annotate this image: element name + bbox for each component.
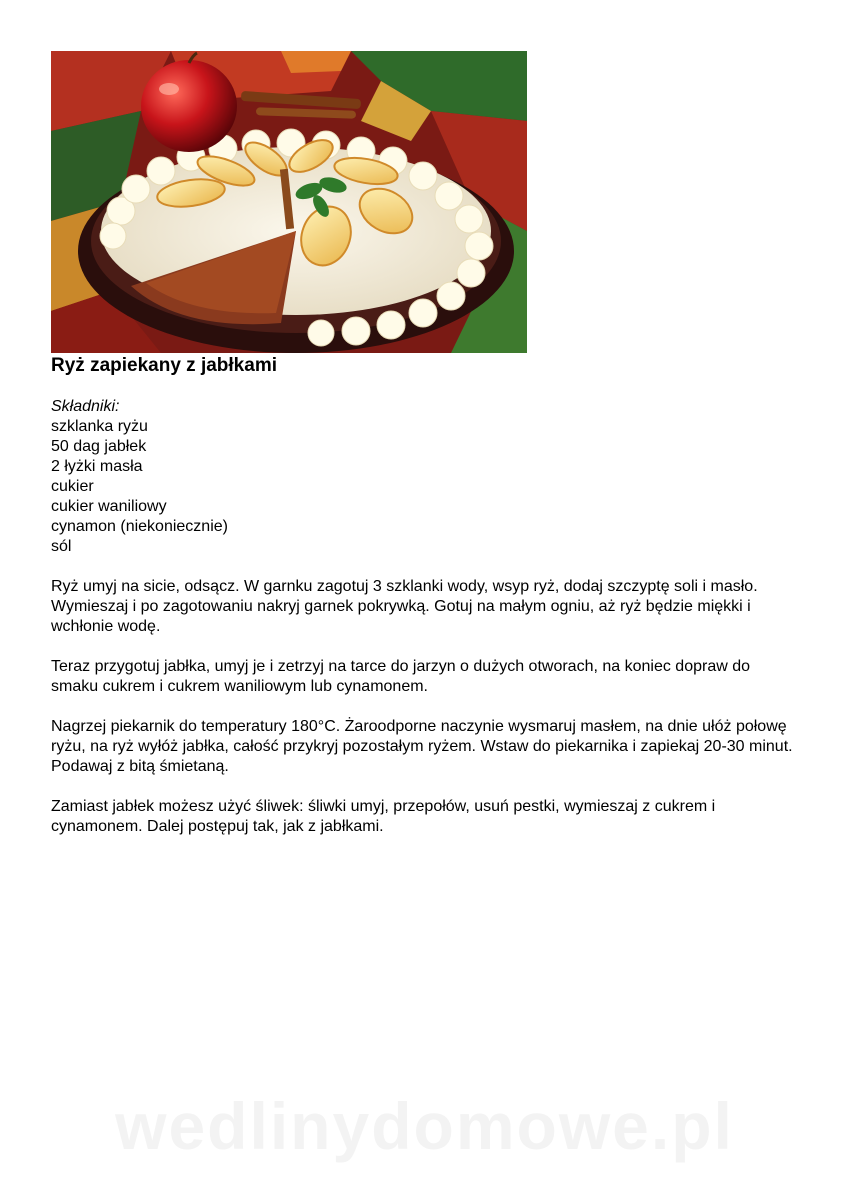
recipe-photo (51, 51, 527, 353)
recipe-body (51, 397, 801, 837)
site-watermark: wedlinydomowe.pl (115, 1089, 734, 1163)
instruction-paragraph: Zamiast jabłek możesz użyć śliwek: śliwki umyj, przepołów, usuń pestki, wymieszaj z cukrem i cynamonem. Dalej postępuj tak, jak z jabłkami. (51, 798, 716, 835)
recipe-title: Ryż zapiekany z jabłkami (51, 355, 277, 376)
ingredient-item: cukier (51, 478, 94, 495)
instruction-paragraph: Ryż umyj na sicie, odsącz. W garnku zagotuj 3 szklanki wody, wsyp ryż, dodaj szczyptę soli i masło. Wymieszaj i po zagotowaniu nakryj garnek pokrywką. Gotuj na małym ogniu, aż ryż będzie miękki i wchłonie wodę. (51, 578, 758, 635)
ingredient-item: sól (51, 538, 72, 555)
ingredients-heading: Składniki: (51, 398, 120, 415)
ingredients-list (51, 417, 801, 557)
ingredient-item: szklanka ryżu (51, 418, 148, 435)
instruction-paragraph: Nagrzej piekarnik do temperatury 180°C. Żaroodporne naczynie wysmaruj masłem, na dnie ułóż połowę ryżu, na ryż wyłóż jabłka, całość przykryj pozostałym ryżem. Wstaw do piekarnika i zapiekaj 20-30 minut. Podawaj z bitą śmietaną. (51, 718, 793, 775)
instruction-paragraph: Teraz przygotuj jabłka, umyj je i zetrzyj na tarce do jarzyn o dużych otworach, na koniec dopraw do smaku cukrem i cukrem waniliowym lub cynamonem. (51, 658, 751, 695)
ingredient-item: 50 dag jabłek (51, 438, 147, 455)
ingredient-item: 2 łyżki masła (51, 458, 143, 475)
ingredient-item: cynamon (niekoniecznie) (51, 518, 228, 535)
ingredient-item: cukier waniliowy (51, 498, 167, 515)
